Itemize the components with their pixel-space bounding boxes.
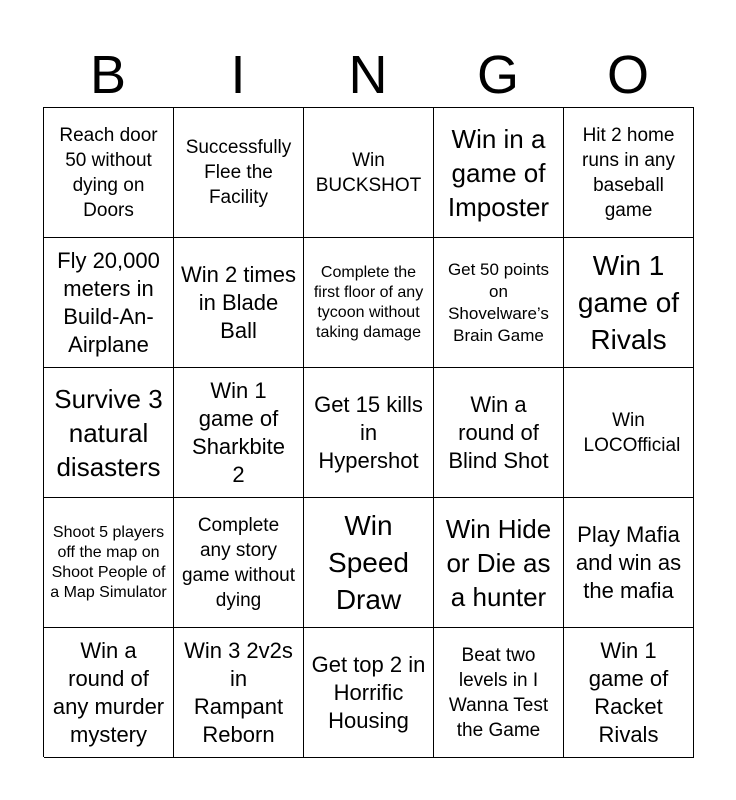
bingo-cell[interactable]: [434, 368, 564, 498]
header-letter-o: O: [606, 45, 649, 105]
bingo-cell[interactable]: [434, 108, 564, 238]
cell-text: Win 1 game of Rivals: [577, 250, 680, 355]
bingo-cell[interactable]: [174, 238, 304, 368]
bingo-cell[interactable]: [564, 368, 694, 498]
header-letter-n: N: [348, 45, 388, 105]
header-letter-i: I: [230, 45, 246, 105]
bingo-cell[interactable]: [174, 368, 304, 498]
bingo-cell[interactable]: [174, 108, 304, 238]
bingo-cell[interactable]: [434, 238, 564, 368]
bingo-cell[interactable]: [304, 368, 434, 498]
cell-text: Survive 3 natural disasters: [54, 383, 163, 482]
cell-text: Win 1 game of Sharkbite 2: [192, 377, 285, 487]
cell-text: Win a round of any murder mystery: [52, 637, 165, 747]
cell-text: Play Mafia and win as the mafia: [575, 521, 682, 603]
bingo-cell[interactable]: [434, 498, 564, 628]
header-letter-g: G: [476, 45, 519, 105]
cell-text: Win a round of Blind Shot: [448, 391, 549, 473]
bingo-cell[interactable]: [304, 498, 434, 628]
cell-text: Reach door 50 without dying on Doors: [59, 124, 158, 221]
bingo-cell[interactable]: [44, 238, 174, 368]
bingo-cell[interactable]: [304, 628, 434, 758]
cell-text: Win 3 2v2s in Rampant Reborn: [184, 637, 293, 747]
bingo-cell[interactable]: [564, 238, 694, 368]
bingo-board: [43, 107, 694, 757]
cell-text: Win Speed Draw: [328, 510, 409, 615]
bingo-cell[interactable]: [564, 628, 694, 758]
cell-text: Win in a game of Imposter: [447, 123, 550, 222]
cell-text: Get 15 kills in Hypershot: [314, 391, 423, 473]
bingo-cell[interactable]: [44, 108, 174, 238]
cell-text: Win 2 times in Blade Ball: [181, 261, 296, 343]
cell-text: Win BUCKSHOT: [315, 149, 422, 196]
cell-text: Shoot 5 players off the map on Shoot People of a Map Simulator: [50, 523, 167, 601]
header-letter-b: B: [89, 45, 127, 105]
cell-text: Hit 2 home runs in any baseball game: [582, 124, 675, 221]
cell-text: Complete the first floor of any tycoon without taking damage: [313, 263, 424, 341]
bingo-cell[interactable]: [564, 498, 694, 628]
cell-text: Win 1 game of Racket Rivals: [588, 637, 669, 747]
bingo-cell[interactable]: [44, 368, 174, 498]
bingo-cell[interactable]: [304, 108, 434, 238]
cell-text: Beat two levels in I Wanna Test the Game: [448, 644, 549, 741]
bingo-cell[interactable]: [564, 108, 694, 238]
cell-text: Successfully Flee the Facility: [185, 137, 292, 208]
cell-text: Get 50 points on Shovelware’s Brain Game: [447, 259, 550, 345]
bingo-header: [43, 44, 693, 106]
cell-text: Get top 2 in Horrific Housing: [311, 651, 426, 733]
bingo-cell[interactable]: [44, 498, 174, 628]
bingo-cell[interactable]: [44, 628, 174, 758]
bingo-cell[interactable]: [174, 628, 304, 758]
bingo-cell[interactable]: [304, 238, 434, 368]
cell-text: Win Hide or Die as a hunter: [445, 513, 552, 612]
bingo-cell[interactable]: [174, 498, 304, 628]
cell-text: Complete any story game without dying: [181, 514, 295, 611]
cell-text: Win LOCOfficial: [583, 409, 681, 456]
bingo-cell[interactable]: [434, 628, 564, 758]
cell-text: Fly 20,000 meters in Build-An-Airplane: [57, 247, 160, 357]
